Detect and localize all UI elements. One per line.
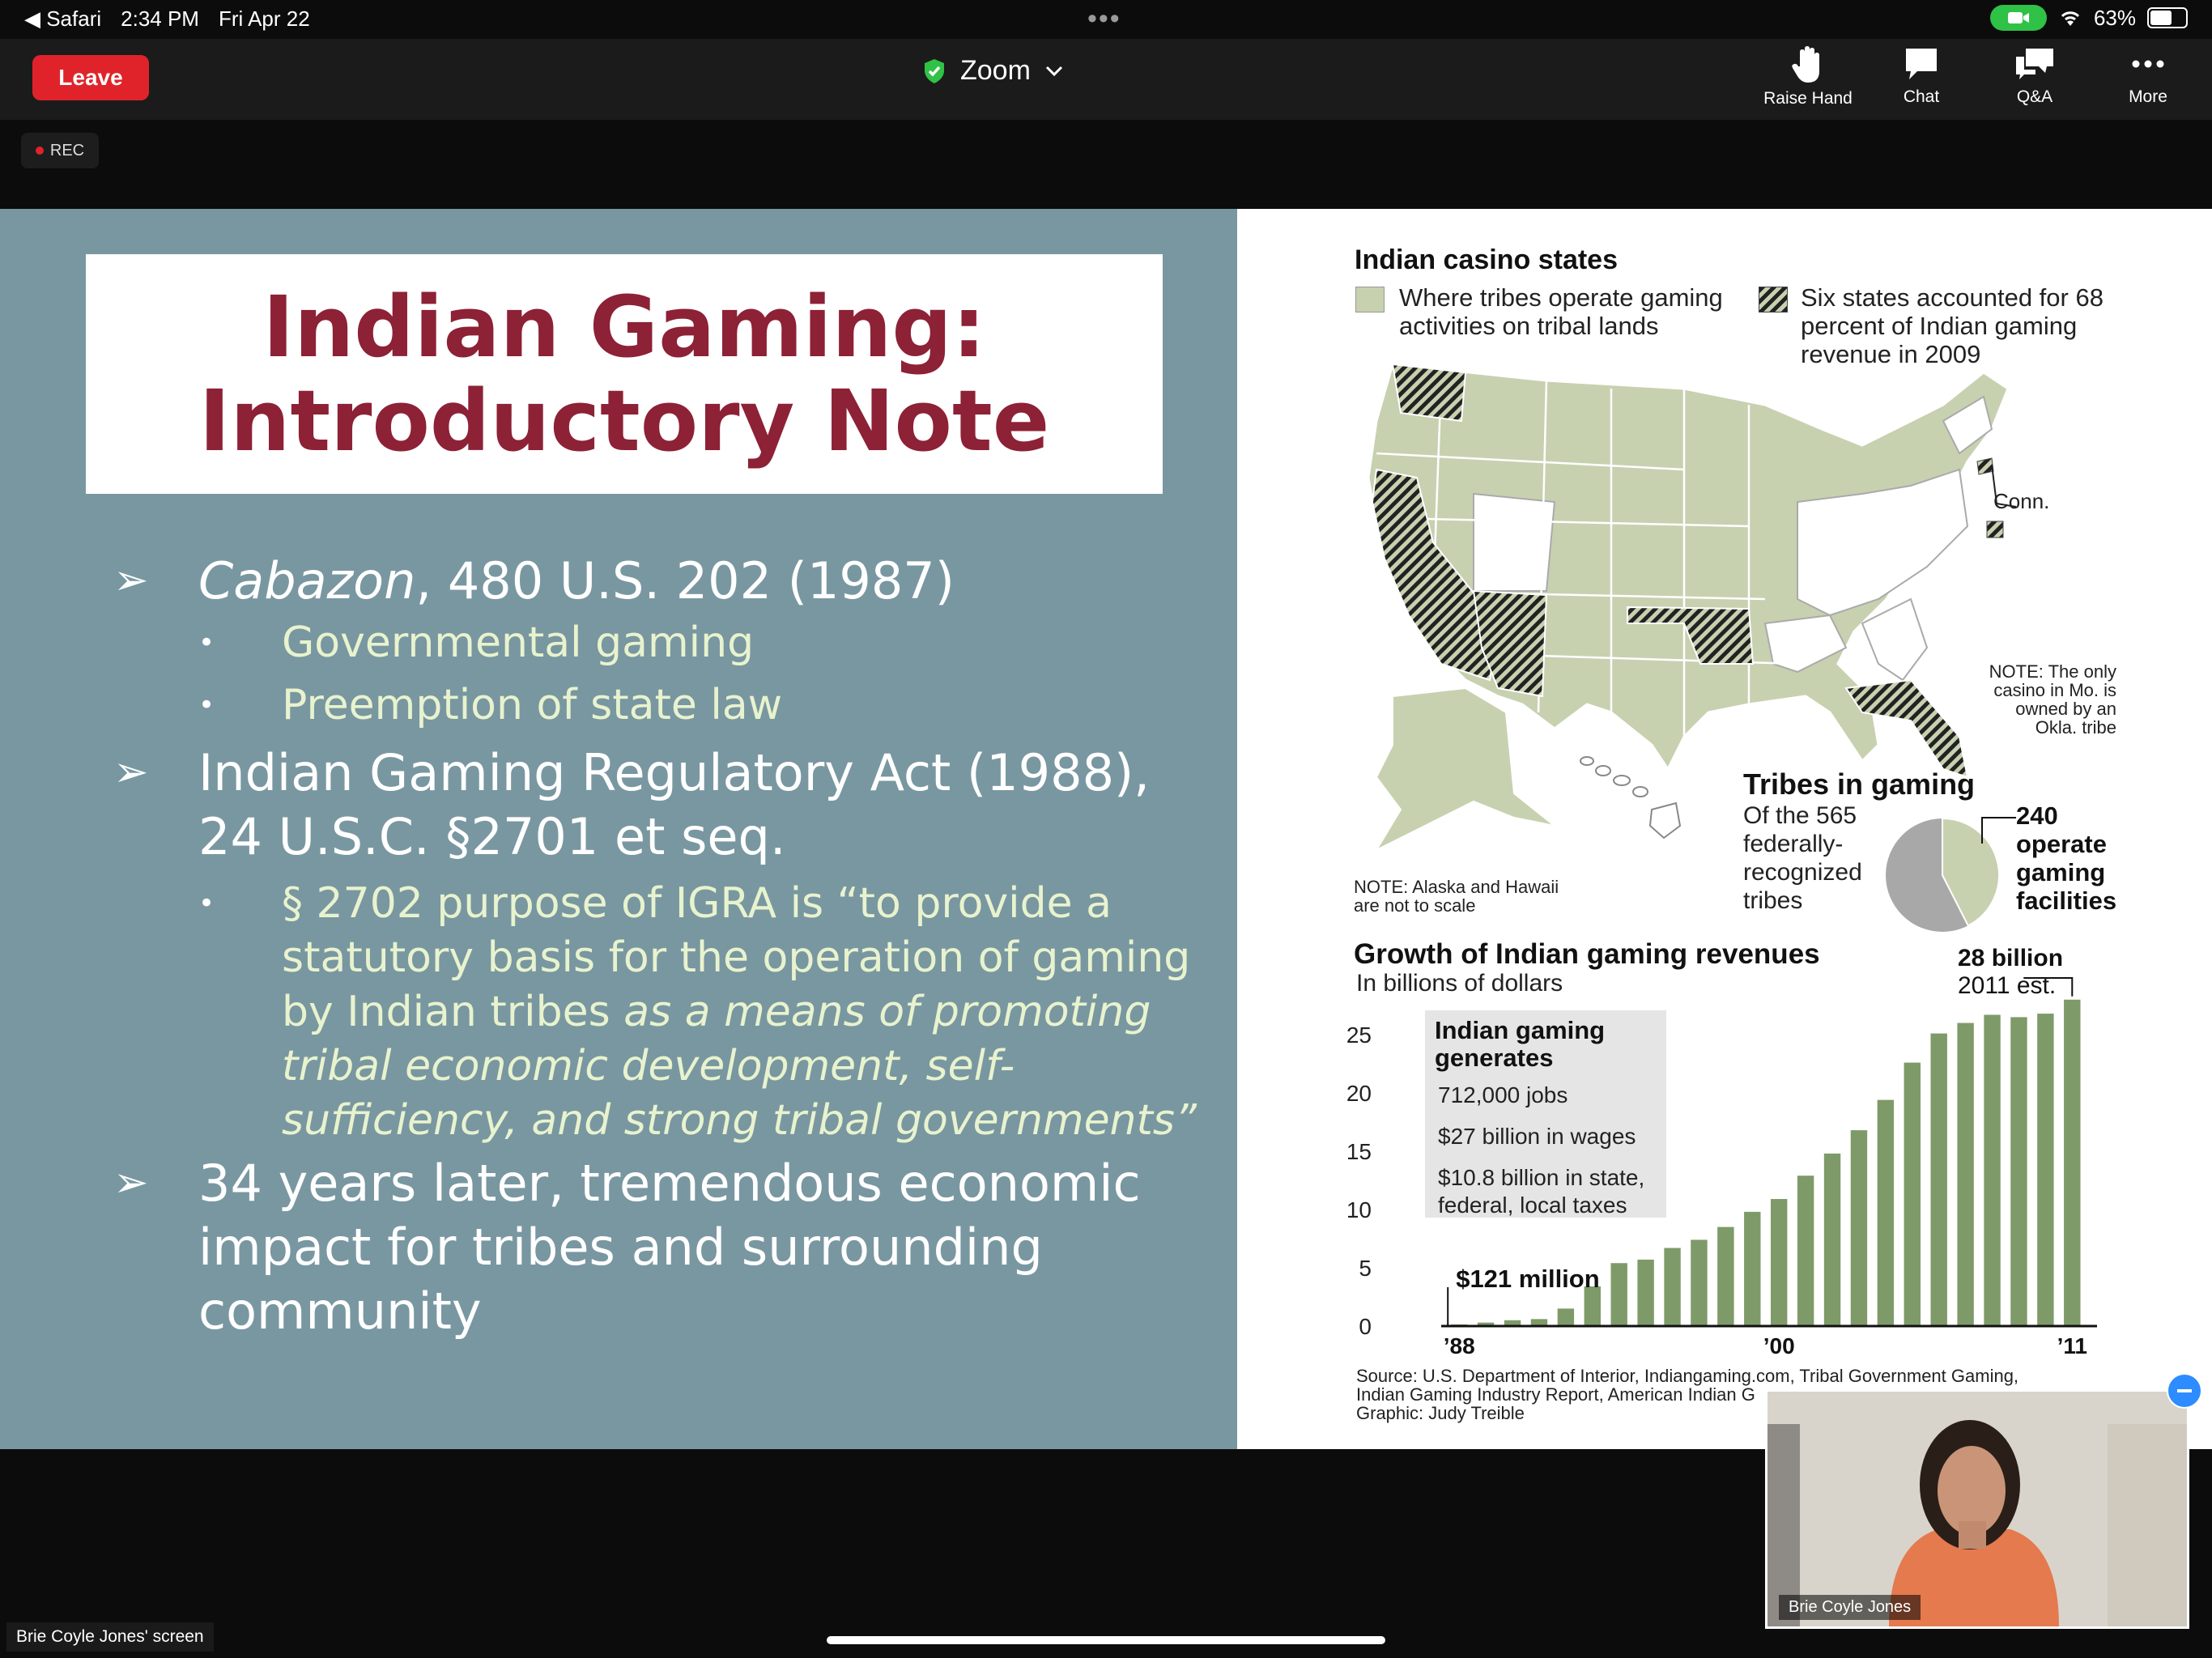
us-casino-map — [1344, 356, 2089, 891]
note-alaska-hawaii: NOTE: Alaska and Hawaii are not to scale — [1354, 877, 1559, 916]
more-dots-icon — [2129, 45, 2167, 83]
record-dot-icon — [36, 147, 44, 155]
chat-button[interactable] — [1865, 45, 1978, 107]
annotation-121-million: $121 million — [1456, 1265, 1600, 1293]
bullet-igra: ➢ Indian Gaming Regulatory Act (1988), 24 U.S.C. §2701 et seq. — [113, 741, 1214, 869]
bar-1998 — [1717, 1227, 1733, 1326]
pie-leader-line — [1980, 813, 2018, 845]
leave-button[interactable]: Leave — [32, 55, 149, 100]
x-tick-label: ’88 — [1443, 1333, 1475, 1358]
battery-percent: 63% — [2093, 5, 2136, 30]
bullet-cabazon: ➢ Cabazon, 480 U.S. 202 (1987) — [113, 549, 1214, 613]
bullet-impact: ➢ 34 years later, tremendous economic impact for tribes and surrounding community — [113, 1151, 1214, 1343]
bar-2005 — [1904, 1063, 1921, 1326]
chart-source: Source: U.S. Department of Interior, Indiangaming.com, Tribal Government Gaming, Indian Gaming Industry Report, American Indian G Graphic: Judy Treible — [1356, 1366, 2019, 1423]
shield-check-icon — [923, 58, 946, 84]
legend-tribal-gaming: Where tribes operate gaming activities on tribal lands — [1355, 283, 1796, 340]
generates-jobs: 712,000 jobs — [1438, 1082, 1568, 1107]
raise-hand-label: Raise Hand — [1763, 89, 1853, 108]
back-to-safari[interactable]: ◀ Safari — [24, 6, 102, 31]
map-title: Indian casino states — [1355, 244, 1618, 275]
bar-2002 — [1824, 1154, 1840, 1326]
raise-hand-button[interactable] — [1751, 45, 1865, 108]
sub-bullet-quote: • § 2702 purpose of IGRA is “to provide a statutory basis for the operation of gaming by Indian tribes as a means of promoting tribal economic development, self-sufficiency, and strong tribal governments” — [113, 877, 1214, 1148]
bar-2008 — [1984, 1015, 2000, 1326]
date: Fri Apr 22 — [218, 6, 310, 31]
more-label: More — [2129, 87, 2167, 106]
hawaii-shape — [1580, 757, 1680, 838]
y-tick-label: 0 — [1359, 1314, 1372, 1339]
bar-2007 — [1957, 1023, 1973, 1326]
generates-taxes: $10.8 billion in state, federal, local taxes — [1438, 1165, 1645, 1218]
sub-bullet: • Governmental gaming — [113, 616, 1214, 670]
sub-bullet: • Preemption of state law — [113, 678, 1214, 733]
qa-label: Q&A — [2016, 87, 2053, 106]
pie-label: 240 operate gaming facilities — [2016, 801, 2117, 915]
bar-1999 — [1744, 1212, 1760, 1326]
multitasking-dots-icon[interactable]: ••• — [1087, 3, 1121, 34]
participant-name: Brie Coyle Jones — [1779, 1595, 1921, 1620]
camera-in-use-icon — [1990, 5, 2047, 31]
recording-indicator[interactable] — [21, 133, 99, 168]
meeting-info-button[interactable] — [923, 55, 1063, 87]
hatched-connecticut — [1977, 458, 1993, 474]
hand-icon — [1790, 45, 1826, 84]
generates-title: Indian gaming generates — [1435, 1016, 1606, 1072]
chevron-down-icon — [1045, 66, 1063, 77]
conn-label: Conn. — [1993, 489, 2050, 513]
slide-bullets — [113, 549, 1214, 1343]
slide-title-line2: Introductory Note — [198, 372, 1050, 470]
slide-title-box — [86, 254, 1163, 494]
chat-icon — [1903, 45, 1940, 83]
chat-label: Chat — [1903, 87, 1940, 106]
legend-swatch-plain — [1355, 287, 1385, 312]
minus-icon — [2177, 1389, 2192, 1392]
bar-1995 — [1637, 1260, 1653, 1326]
recording-bar — [0, 120, 2212, 209]
battery-icon — [2147, 7, 2188, 28]
time: 2:34 PM — [121, 6, 199, 31]
home-indicator[interactable] — [827, 1636, 1385, 1644]
bar-2009 — [2010, 1017, 2027, 1326]
y-tick-label: 25 — [1346, 1022, 1372, 1048]
hatched-washington — [1393, 364, 1465, 421]
arrow-bullet-icon: ➢ — [113, 748, 149, 797]
bar-2003 — [1851, 1130, 1867, 1326]
chart-subtitle: In billions of dollars — [1356, 970, 1563, 997]
qa-button[interactable] — [1978, 45, 2091, 107]
x-tick-label: ’11 — [2057, 1333, 2087, 1358]
qa-icon — [2013, 45, 2057, 83]
x-tick-label: ’00 — [1763, 1333, 1795, 1358]
bar-2001 — [1797, 1175, 1814, 1326]
shared-screen-label: Brie Coyle Jones' screen — [6, 1622, 214, 1652]
slide-text-panel — [0, 209, 1237, 1449]
y-tick-label: 15 — [1346, 1139, 1372, 1164]
generates-wages: $27 billion in wages — [1438, 1124, 1636, 1149]
bar-1997 — [1691, 1239, 1707, 1326]
tribes-title: Tribes in gaming — [1743, 767, 1976, 801]
more-button[interactable] — [2091, 45, 2205, 107]
bar-2010 — [2037, 1014, 2053, 1326]
status-bar — [0, 0, 2212, 39]
dot-bullet-icon: • — [198, 689, 215, 721]
bar-2011 — [2064, 1000, 2080, 1326]
participant-avatar — [1767, 1392, 2187, 1626]
bar-1992 — [1558, 1308, 1574, 1326]
dot-bullet-icon: • — [198, 627, 215, 659]
chart-title: Growth of Indian gaming revenues — [1354, 938, 1820, 970]
annotation-28-billion: 28 billion 2011 est. — [1958, 945, 2064, 999]
arrow-bullet-icon: ➢ — [113, 1158, 149, 1207]
legend-top-six-states: Six states accounted for 68 percent of Indian gaming revenue in 2009 — [1759, 283, 2141, 368]
note-missouri: NOTE: The only casino in Mo. is owned by an Okla. tribe — [1989, 661, 2116, 738]
alaska-shape — [1376, 688, 1555, 850]
bar-1996 — [1664, 1248, 1680, 1326]
meeting-toolbar — [0, 39, 2212, 120]
slide-title-line1: Indian Gaming: — [262, 278, 986, 376]
participant-video[interactable] — [1765, 1389, 2189, 1629]
tribes-text: Of the 565 federally-recognized tribes — [1743, 802, 1862, 914]
wifi-icon — [2058, 8, 2082, 28]
dot-bullet-icon: • — [198, 887, 215, 920]
bar-2000 — [1771, 1199, 1787, 1326]
y-tick-label: 10 — [1346, 1197, 1372, 1222]
y-tick-label: 5 — [1359, 1256, 1372, 1281]
meeting-title: Zoom — [960, 55, 1031, 86]
minimize-video-button[interactable] — [2167, 1373, 2202, 1409]
bar-1994 — [1611, 1263, 1627, 1326]
arrow-bullet-icon: ➢ — [113, 556, 149, 605]
annotation-leader-28b — [2023, 978, 2072, 997]
bar-2004 — [1878, 1100, 1894, 1326]
rec-label: REC — [49, 141, 85, 159]
bar-2006 — [1931, 1034, 1947, 1326]
y-tick-label: 20 — [1346, 1081, 1372, 1106]
legend-swatch-hatched — [1759, 287, 1788, 312]
